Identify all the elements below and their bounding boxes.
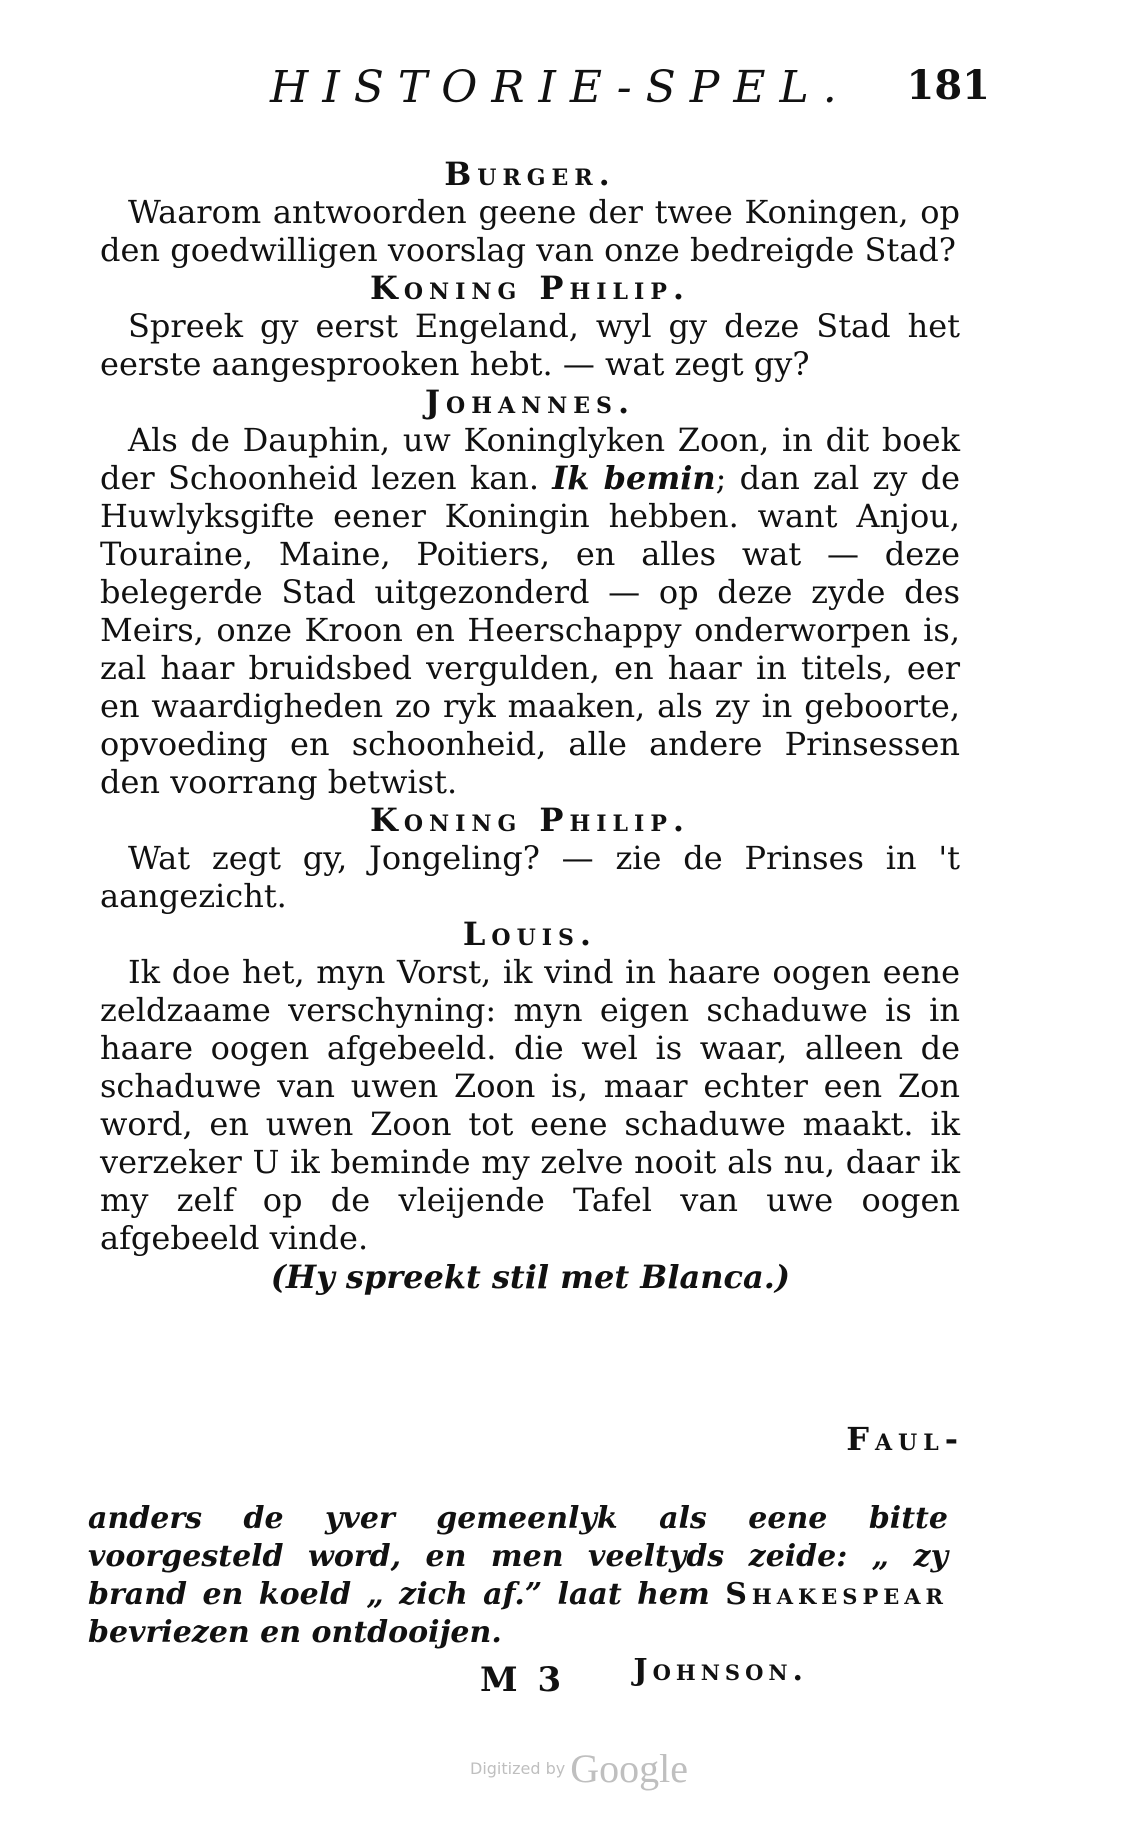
speech: Spreek gy eerst Engeland, wyl gy deze Stad het eerste aangesprooken hebt. — wat zegt gy?: [100, 307, 960, 383]
page-number: 181: [906, 62, 990, 109]
speaker-name: Koning Philip.: [370, 269, 690, 307]
footnote-tail: bevriezen en ontdooijen.: [88, 1615, 502, 1650]
speech-part: Als de Dauphin, uw Koninglyken Zoon, in dit boek der Schoonheid lezen kan.: [100, 421, 960, 497]
speech: Waarom antwoorden geene der twee Koningen, op den goedwilligen voorslag van onze bedreigde Stad?: [100, 193, 960, 269]
speaker-name: Burger.: [444, 155, 616, 193]
digitized-watermark: [470, 1745, 688, 1792]
footnote-text: anders de yver gemeenlyk als eene bitte voorgesteld word, en men veeltyds zeide: „ zy brand en koeld „ zich af.” laat hem: [88, 1501, 948, 1612]
watermark-small-text: Digitized by: [470, 1759, 566, 1778]
signature-mark: M 3: [480, 1660, 566, 1700]
play-text: [100, 155, 960, 1297]
speech: [100, 421, 960, 801]
speech-emphasis: Ik bemin: [552, 459, 716, 497]
watermark-logo-text: Google: [570, 1746, 689, 1791]
page-header: [270, 62, 990, 122]
footnote-author: Shakespear: [725, 1577, 948, 1612]
speaker-name: Louis.: [462, 915, 598, 953]
speaker-name: Johannes.: [424, 383, 636, 421]
speech: Wat zegt gy, Jongeling? — zie de Prinses in 't aangezicht.: [100, 839, 960, 915]
speech: Ik doe het, myn Vorst, ik vind in haare oogen eene zeldzaame verschyning: myn eigen schaduwe is in haare oogen afgebeeld. die wel is waar, alleen de schaduwe van uwen Zoon is, maar echter een Zon word, en uwen Zoon tot eene schaduwe maakt. ik verzeker U ik beminde my zelve nooit als nu, daar ik my zelf op de vleijende Tafel van uwe oogen afgebeeld vinde.: [100, 953, 960, 1257]
catchword: Faul-: [846, 1420, 964, 1458]
running-title: HISTORIE-SPEL.: [270, 62, 851, 113]
stage-direction: (Hy spreekt stil met Blanca.): [270, 1258, 790, 1296]
speaker-name: Koning Philip.: [370, 801, 690, 839]
footnote-signature: Johnson.: [633, 1653, 808, 1688]
speech-part: ; dan zal zy de Huwlyksgifte eener Koningin hebben. want Anjou, Touraine, Maine, Poitiers, en alles wat — deze belegerde Stad uitgezonderd — op deze zyde des Meirs, onze Kroon en Heerschappy onderworpen is, zal haar bruidsbed vergulden, en haar in titels, eer en waardigheden zo ryk maaken, als zy in geboorte, opvoeding en schoonheid, alle andere Prinsessen den voorrang betwist.: [100, 459, 961, 801]
